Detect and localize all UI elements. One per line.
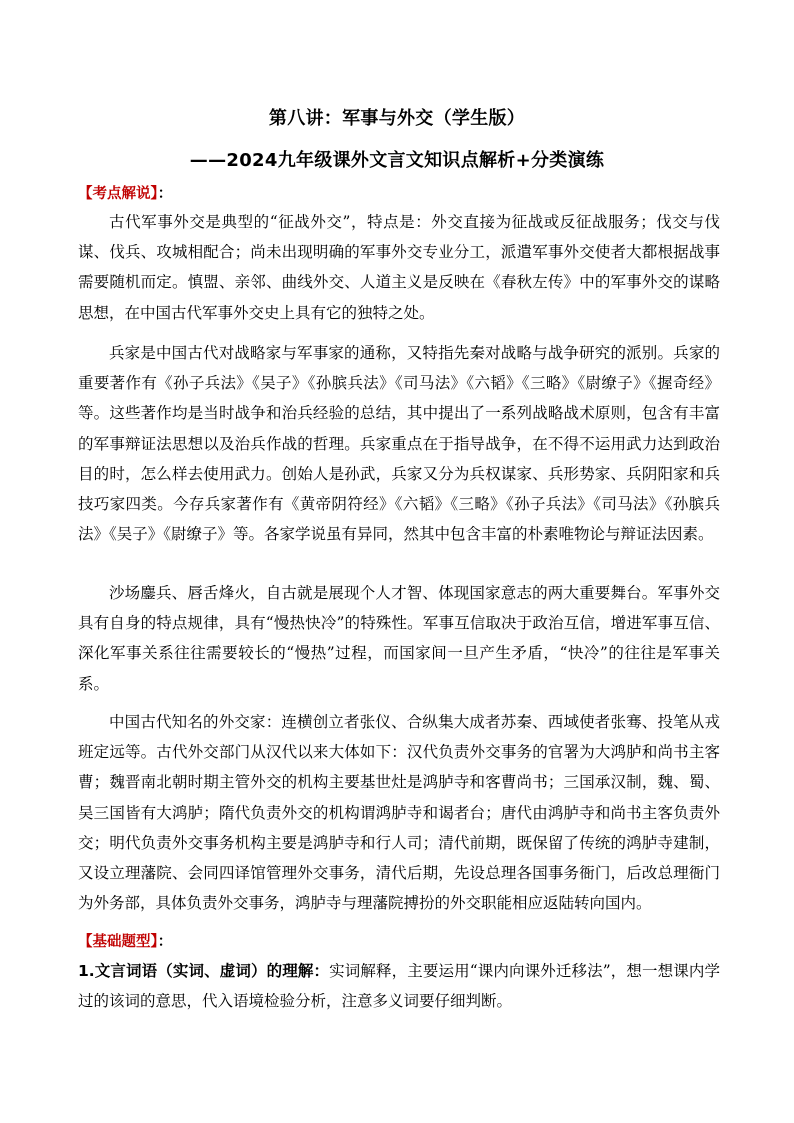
section-label: 考点解说: [92, 186, 151, 202]
bracket-open: 【: [78, 186, 93, 202]
section-colon: ：: [157, 186, 173, 202]
paragraph-military-diplomacy: 古代军事外交是典型的“征战外交”，特点是：外交直接为征战或反征战服务；伐交与伐谋、伐兵、攻城相配合；尚未出现明确的军事外交专业分工，派遣军事外交使者大都根据战事需要随机而定。慎盟、亲邻、曲线外交、人道主义是反映在《春秋左传》中的军事外交的谋略思想，在中国古代军事外交史上具有它的独特之处。: [78, 213, 720, 322]
page-title: 第八讲：军事与外交（学生版）: [268, 108, 526, 129]
section-colon: ：: [157, 934, 173, 950]
bracket-open: 【: [78, 934, 93, 950]
question-item: [78, 956, 720, 1016]
paragraph-military-relations: 沙场鏖兵、唇舌烽火，自古就是展现个人才智、体现国家意志的两大重要舞台。军事外交具有自身的特点规律，具有“慢热快冷”的特殊性。军事互信取决于政治互信，增进军事互信、深化军事关系往往需要较长的“慢热”过程，而国家间一旦产生矛盾，“快冷”的往往是军事关系。: [78, 584, 720, 693]
paragraph-bingjia: 兵家是中国古代对战略家与军事家的通称，又特指先秦对战略与战争研究的派别。兵家的重要著作有《孙子兵法》《吴子》《孙膑兵法》《司马法》《六韬》《三略》《尉缭子》《握奇经》等。这些著作均是当时战争和治兵经验的总结，其中提出了一系列战略战术原则，包含有丰富的军事辩证法思想以及治兵作战的哲理。兵家重点在于指导战争，在不得不运用武力达到政治目的时，怎么样去使用武力。创始人是孙武，兵家又分为兵权谋家、兵形势家、兵阴阳家和兵技巧家四类。今存兵家著作有《黄帝阴符经》《六韬》《三略》《孙子兵法》《司马法》《孙膑兵法》《吴子》《尉缭子》等。各家学说虽有异同，然其中包含丰富的朴素唯物论与辩证法因素。: [78, 344, 720, 544]
bracket-close: 】: [150, 186, 158, 202]
section-heading-jichu: [78, 930, 172, 951]
question-body: 实词解释，主要运用“课内向课外迁移法”，想一想课内学过的该词的意思，代入语境检验分析，注意多义词要仔细判断。: [78, 962, 720, 1011]
page-subtitle: ——2024九年级课外文言文知识点解析+分类演练: [189, 150, 605, 171]
paragraph-diplomats: 中国古代知名的外交家：连横创立者张仪、合纵集大成者苏秦、西域使者张骞、投笔从戎班定远等。古代外交部门从汉代以来大体如下：汉代负责外交事务的官署为大鸿胪和尚书主客曹；魏晋南北朝时期主管外交的机构主要基世灶是鸿胪寺和客曹尚书；三国承汉制，魏、蜀、吴三国皆有大鸿胪；隋代负责外交的机构谓鸿胪寺和谒者台；唐代由鸿胪寺和尚书主客负责外交；明代负责外交事务机构主要是鸿胪寺和行人司；清代前期，既保留了传统的鸿胪寺建制，又设立理藩院、会同四译馆管理外交事务，清代后期，先设总理各国事务衙门，后改总理衙门为外务部，具体负责外交事务，鸿胪寺与理藩院搏扮的外交职能相应返陆转向国内。: [78, 713, 720, 913]
section-label: 基础题型: [92, 934, 151, 950]
bracket-close: 】: [150, 934, 158, 950]
section-heading-kaodian: [78, 182, 172, 203]
question-heading: 1.文言词语（实词、虚词）的理解：: [78, 962, 330, 980]
